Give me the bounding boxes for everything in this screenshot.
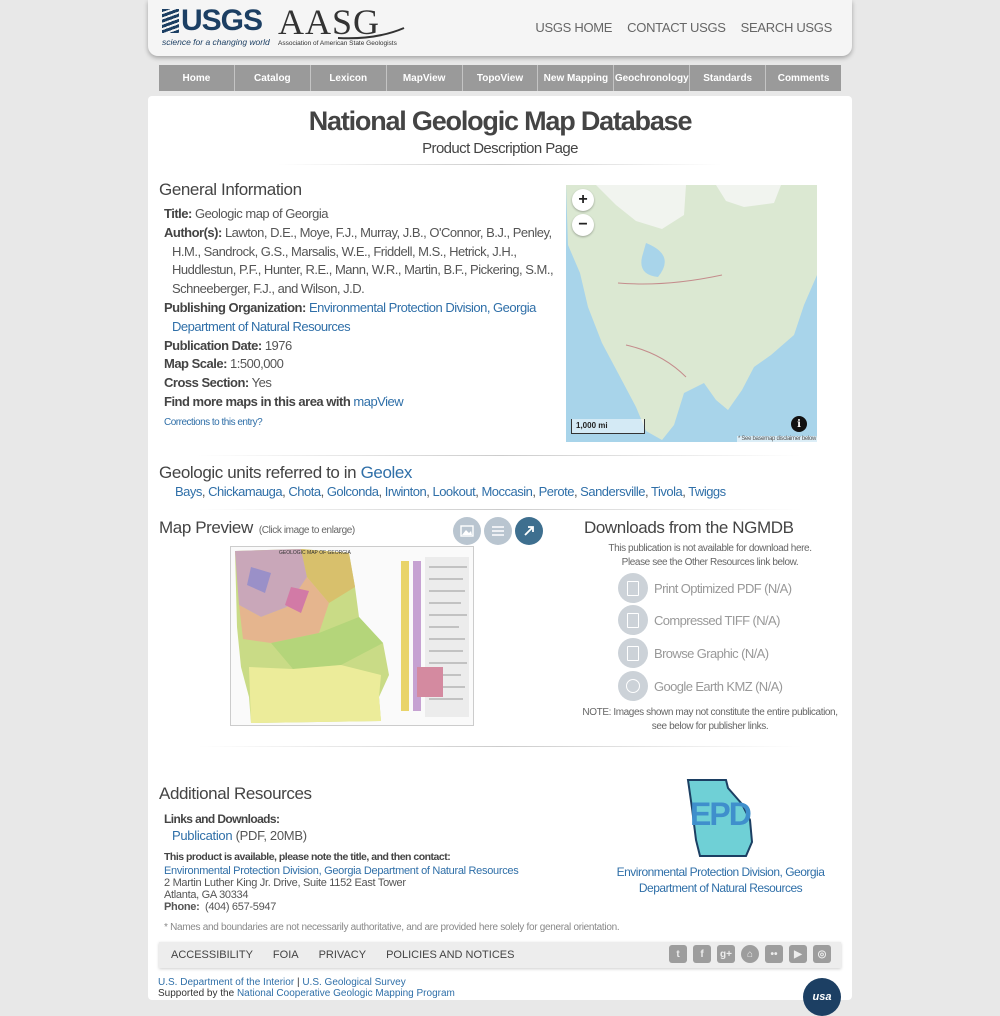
usgs-home-link[interactable]: USGS HOME — [535, 20, 613, 35]
epd-name-link[interactable]: Environmental Protection Division, Georgia Department of Natural Resources — [616, 865, 825, 895]
additional-resources — [164, 812, 604, 913]
unit-link[interactable]: Tivola — [651, 484, 683, 499]
epd-logo[interactable]: EPD — [686, 778, 756, 863]
open-external-button[interactable] — [515, 517, 543, 545]
page-title: National Geologic Map Database — [308, 106, 692, 136]
cross-section-row: Cross Section: Yes — [164, 375, 272, 391]
location-map[interactable] — [566, 185, 817, 442]
publication-link[interactable]: Publication — [172, 828, 233, 843]
authors-row: Author(s): Lawton, D.E., Moye, F.J., Murray, J.B., O'Connor, B.J., Penley, H.M., Sandrock, G.S., Marsalis, W.E., Friddell, M.S., Hetrick, J.H., Huddlestun, P.F., Hunter, R.E., Mann, W.R., Martin, B.F., Pickering, S.M., Schneeberger, F.J., and Wilson, J.D. — [164, 224, 554, 297]
image-icon — [460, 525, 474, 537]
map-scale: 1,000 mi — [571, 419, 645, 434]
unit-link[interactable]: Chota — [288, 484, 321, 499]
tiff-file-icon — [618, 605, 648, 635]
enlarge-note: (Click image to enlarge) — [258, 525, 355, 536]
zoom-in-button[interactable]: + — [572, 189, 594, 211]
nav-catalog[interactable]: Catalog — [235, 65, 311, 91]
thumb-title: GEOLOGIC MAP OF GEORGIA — [279, 550, 351, 556]
ncgmp-link[interactable]: National Cooperative Geologic Mapping Program — [236, 988, 455, 999]
publisher-link[interactable]: Environmental Protection Division, Georgia Department of Natural Resources — [172, 299, 536, 334]
unit-link[interactable]: Twiggs — [688, 484, 726, 499]
unit-link[interactable]: Lookout — [432, 484, 476, 499]
contact-note: This product is available, please note the title, and then contact: — [164, 851, 451, 863]
additional-resources-heading: Additional Resources — [159, 784, 312, 803]
github-icon[interactable]: ⌂ — [741, 945, 759, 963]
nav-geochronology[interactable]: Geochronology — [614, 65, 690, 91]
downloads-heading: Downloads from the NGMDB — [584, 518, 794, 537]
geolex-link[interactable]: Geolex — [360, 463, 413, 482]
unit-link[interactable]: Bays — [175, 484, 202, 499]
nav-home[interactable]: Home — [159, 65, 235, 91]
instagram-icon[interactable]: ◎ — [813, 945, 831, 963]
basemap-graphic — [566, 185, 817, 442]
main-content — [148, 96, 852, 1003]
downloads-footnote: NOTE: Images shown may not constitute the entire publication, see below for publisher links. — [582, 707, 838, 732]
list-view-button[interactable] — [484, 517, 512, 545]
site-header — [148, 0, 852, 56]
accessibility-link[interactable]: ACCESSIBILITY — [171, 949, 253, 961]
flickr-icon[interactable]: •• — [765, 945, 783, 963]
nav-standards[interactable]: Standards — [690, 65, 766, 91]
unit-link[interactable]: Moccasin — [481, 484, 533, 499]
scale-row: Map Scale: 1:500,000 — [164, 356, 284, 372]
general-info — [164, 205, 556, 433]
contact-org-link[interactable]: Environmental Protection Division, Georgia Department of Natural Resources — [164, 865, 519, 877]
google-plus-icon[interactable]: g+ — [717, 945, 735, 963]
pdf-file-icon — [618, 573, 648, 603]
divider — [198, 509, 802, 510]
globe-icon — [618, 671, 648, 701]
find-maps-row: Find more maps in this area with mapView — [164, 393, 404, 409]
geologic-units-list: Bays, Chickamauga, Chota, Golconda, Irwinton, Lookout, Moccasin, Perote, Sandersville, Tivola, Twiggs — [175, 484, 726, 499]
list-icon — [491, 525, 505, 537]
links-label: Links and Downloads: — [164, 812, 280, 826]
supported-line: Supported by the National Cooperative Geologic Mapping Program — [158, 988, 455, 999]
unit-link[interactable]: Irwinton — [384, 484, 427, 499]
facebook-icon[interactable]: f — [693, 945, 711, 963]
usgs-logo-icon — [162, 9, 179, 33]
nav-topoview[interactable]: TopoView — [463, 65, 539, 91]
downloads-note: This publication is not available for download here. Please see the Other Resources link below. — [608, 543, 812, 568]
unit-link[interactable]: Sandersville — [580, 484, 645, 499]
usa-gov-badge[interactable]: usa — [803, 978, 841, 1016]
mapview-link[interactable]: mapView — [353, 393, 404, 409]
doi-link[interactable]: U.S. Department of the Interior — [158, 977, 295, 988]
unit-link[interactable]: Golconda — [326, 484, 379, 499]
divider — [198, 746, 802, 747]
download-browse-graphic: Browse Graphic (N/A) — [618, 637, 768, 669]
map-info-icon[interactable]: i — [791, 416, 807, 432]
policies-link[interactable]: POLICIES AND NOTICES — [386, 949, 515, 961]
contact-usgs-link[interactable]: CONTACT USGS — [627, 20, 726, 35]
external-link-icon — [522, 524, 536, 538]
image-view-button[interactable] — [453, 517, 481, 545]
zoom-out-button[interactable]: − — [572, 214, 594, 236]
search-usgs-link[interactable]: SEARCH USGS — [740, 20, 832, 35]
contact-block: Environmental Protection Division, Georgia Department of Natural Resources 2 Martin Luther King Jr. Drive, Suite 1152 East Tower Atlanta, GA 30334 Phone: (404) 657-5947 — [164, 865, 519, 913]
usgs-link[interactable]: U.S. Geological Survey — [302, 977, 406, 988]
unit-link[interactable]: Perote — [538, 484, 574, 499]
youtube-icon[interactable]: ▶ — [789, 945, 807, 963]
general-info-heading: General Information — [159, 180, 302, 199]
usgs-tagline: science for a changing world — [162, 37, 270, 47]
nav-comments[interactable]: Comments — [777, 72, 830, 84]
publication-row: Publication (PDF, 20MB) — [172, 828, 307, 843]
map-preview-heading: Map Preview (Click image to enlarge) — [159, 518, 355, 537]
nav-lexicon[interactable]: Lexicon — [311, 65, 387, 91]
title-row: Title: Geologic map of Georgia — [164, 206, 328, 221]
aasg-tagline: Association of American State Geologists — [278, 40, 397, 47]
basemap-note: * See basemap disclaimer below — [737, 436, 816, 442]
footer-bar — [159, 942, 841, 968]
map-preview-image[interactable] — [230, 546, 474, 726]
download-kmz: Google Earth KMZ (N/A) — [618, 670, 782, 702]
doi-line: U.S. Department of the Interior | U.S. Geological Survey — [158, 977, 406, 988]
unit-link[interactable]: Chickamauga — [208, 484, 283, 499]
aasg-swoosh-icon — [336, 10, 406, 40]
geolex-heading: Geologic units referred to in Geolex — [159, 463, 413, 482]
aasg-logo[interactable]: AASG Association of American State Geologists — [278, 6, 397, 47]
page-subtitle: Product Description Page — [422, 140, 578, 157]
social-links — [669, 945, 831, 963]
usgs-logo[interactable]: USGS science for a changing world — [162, 4, 270, 47]
nav-mapview[interactable]: MapView — [387, 65, 463, 91]
image-file-icon — [618, 638, 648, 668]
date-row: Publication Date: 1976 — [164, 337, 292, 353]
privacy-link[interactable]: PRIVACY — [318, 949, 367, 961]
org-row: Publishing Organization: Environmental Protection Division, Georgia Department of Natural Resources — [164, 299, 536, 334]
nav-new-mapping[interactable]: New Mapping — [538, 65, 614, 91]
download-tiff: Compressed TIFF (N/A) — [618, 604, 780, 636]
main-nav — [159, 65, 841, 91]
divider — [278, 164, 722, 165]
divider — [198, 455, 802, 456]
corrections-link[interactable]: Corrections to this entry? — [164, 416, 263, 428]
geologic-map-thumbnail — [231, 547, 473, 725]
twitter-icon[interactable]: t — [669, 945, 687, 963]
foia-link[interactable]: FOIA — [272, 949, 299, 961]
boundary-disclaimer: * Names and boundaries are not necessarily authoritative, and are provided here solely for general orientation. — [164, 922, 620, 933]
download-pdf: Print Optimized PDF (N/A) — [618, 572, 791, 604]
